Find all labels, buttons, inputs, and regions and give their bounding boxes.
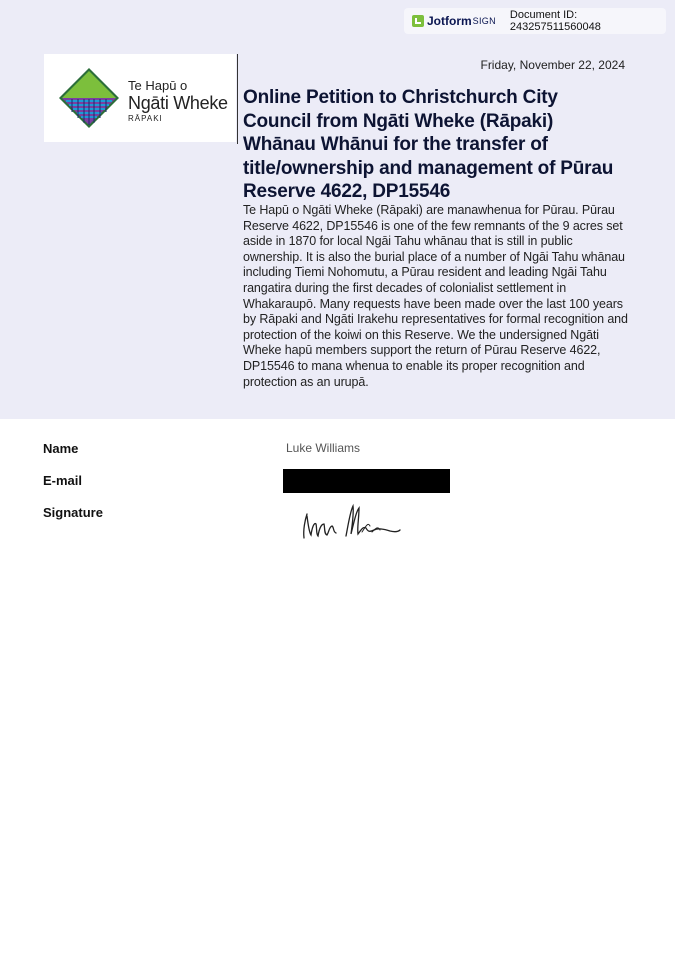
jotform-product: SIGN	[472, 16, 496, 26]
logo-line-1: Te Hapū o	[128, 78, 188, 93]
logo-line-3: RĀPAKI	[128, 114, 163, 123]
signature-image	[298, 502, 402, 544]
jotform-icon	[412, 15, 424, 27]
logo-line-2: Ngāti Wheke	[128, 93, 228, 113]
email-label: E-mail	[43, 473, 83, 488]
jotform-logo	[412, 14, 496, 28]
jotform-sign-badge	[404, 8, 666, 34]
document-id: Document ID: 243257511560048	[509, 9, 601, 33]
petition-description: Te Hapū o Ngāti Wheke (Rāpaki) are manawhenua for Pūrau. Pūrau Reserve 4622, DP15546 is one of the few remnants of the 9 acres set aside in 1870 for local Ngāi Tahu whānau that is still in public ownership. It is also the burial place of a number of Ngāi Tahu whānau including Tiemi Nohomutu, a Pūrau resident and leading Ngāi Tahu rangatira during the first decades of colonialist settlement in Whakaraupō. Many requests have been made over the last 100 years by Rāpaki and Ngāti Irakehu representatives for formal recognition and protection of the koiwi on this Reserve. We the undersigned Ngāti Wheke hapū members support the return of Pūrau Reserve 4622, DP15546 to mana whenua to enable its proper recognition and protection as an urupā.	[243, 203, 628, 389]
name-value: Luke Williams	[286, 441, 361, 455]
petition-title: Online Petition to Christchurch City Council from Ngāti Wheke (Rāpaki) Whānau Whānui for the transfer of title/ownership and management of Pūrau Reserve 4622, DP15546	[243, 87, 614, 202]
signature-label: Signature	[43, 505, 103, 520]
document-date: Friday, November 22, 2024	[480, 58, 625, 72]
organization-logo	[44, 54, 236, 142]
email-redaction	[283, 469, 450, 493]
jotform-brand: Jotform	[427, 14, 472, 28]
logo-divider	[237, 54, 238, 144]
name-label: Name	[43, 441, 79, 456]
rapaki-mountain-icon	[58, 67, 120, 129]
logo-wordmark	[128, 78, 228, 124]
